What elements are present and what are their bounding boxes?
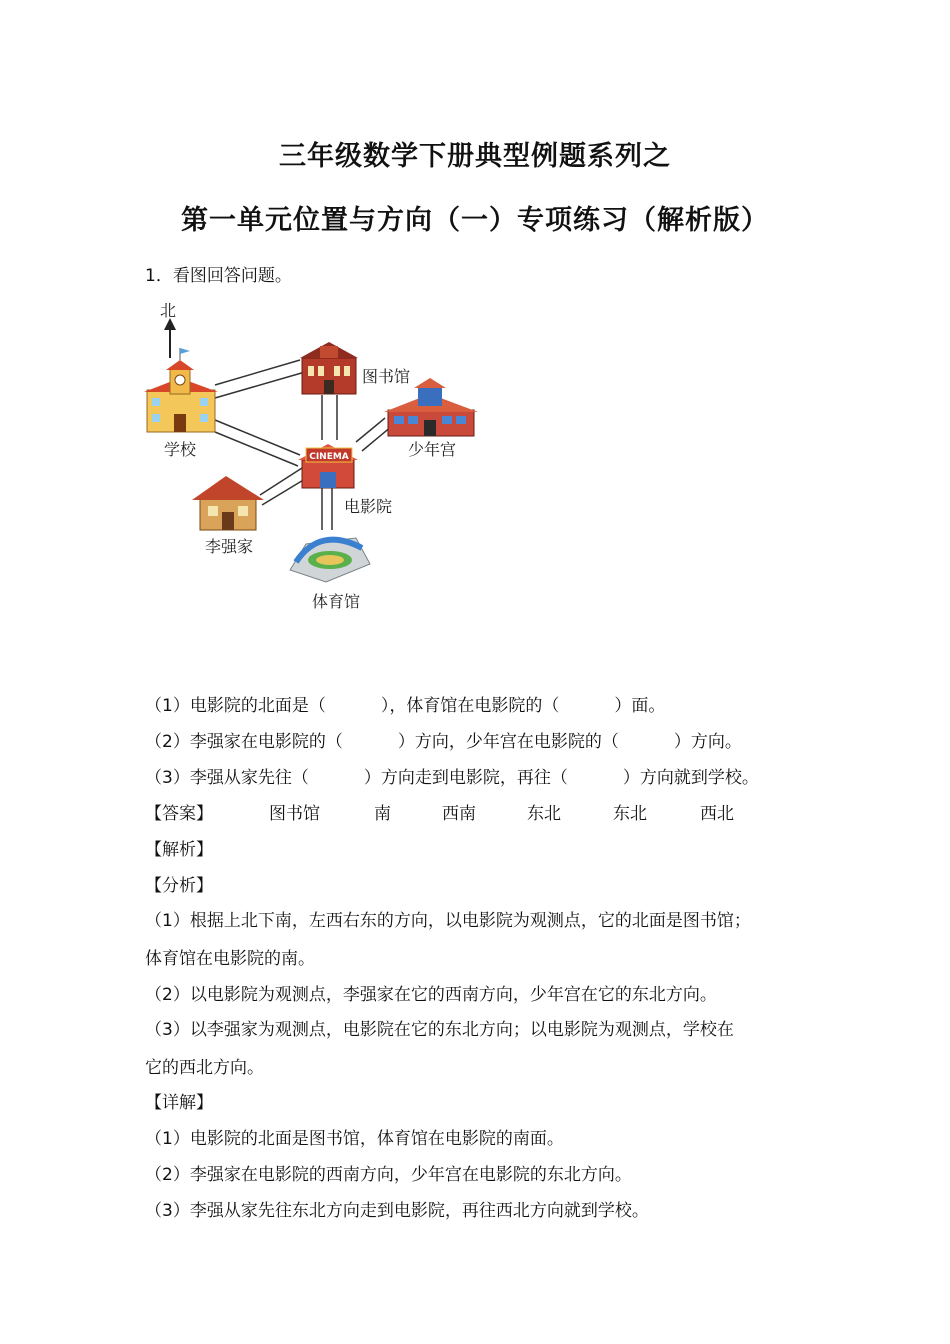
sub-question-2: （2）李强家在电影院的（ ）方向，少年宫在电影院的（ ）方向。 [145,732,742,752]
youth-palace-label: 少年宫 [408,440,457,459]
gym-icon [290,538,370,582]
map-diagram [130,290,500,620]
cinema-sign: CINEMA [309,452,349,462]
detail-3: （3）李强从家先往东北方向走到电影院，再往西北方向就到学校。 [145,1201,649,1221]
answer-label: 【答案】 [145,804,213,824]
answer-item: 西南 [442,804,476,824]
school-icon [144,348,218,432]
page-title: 三年级数学下册典型例题系列之 [279,141,671,172]
school-label: 学校 [164,440,197,459]
analysis-p3-line2: 它的西北方向。 [145,1058,264,1078]
north-arrow [160,301,176,358]
analysis-p1-line2: 体育馆在电影院的南。 [145,949,315,969]
answer-item: 东北 [613,804,647,824]
analysis-p3-line1: （3）以李强家为观测点，电影院在它的东北方向；以电影院为观测点，学校在 [145,1020,734,1040]
analysis-p1-line1: （1）根据上北下南，左西右东的方向，以电影院为观测点，它的北面是图书馆； [145,911,751,931]
home-icon [192,476,264,530]
cinema-label: 电影院 [344,497,393,516]
answer-item: 东北 [527,804,561,824]
home-label: 李强家 [205,537,254,556]
north-label: 北 [160,301,177,320]
answer-row [145,799,845,823]
detail-label: 【详解】 [145,1093,213,1113]
answer-item: 西北 [700,804,734,824]
analysis-sub-label: 【分析】 [145,876,213,896]
sub-question-3: （3）李强从家先往（ ）方向走到电影院，再往（ ）方向就到学校。 [145,768,759,788]
question-stem: 1．看图回答问题。 [145,266,292,286]
detail-2: （2）李强家在电影院的西南方向，少年宫在电影院的东北方向。 [145,1165,632,1185]
sub-question-1: （1）电影院的北面是（ ），体育馆在电影院的（ ）面。 [145,696,666,716]
analysis-p2: （2）以电影院为观测点，李强家在它的西南方向，少年宫在它的东北方向。 [145,985,717,1005]
gym-label: 体育馆 [312,592,361,611]
cinema-icon [298,444,358,488]
youth-palace-icon [384,378,478,436]
analysis-label: 【解析】 [145,840,213,860]
answer-item: 图书馆 [269,804,320,824]
library-label: 图书馆 [362,367,411,386]
detail-1: （1）电影院的北面是图书馆，体育馆在电影院的南面。 [145,1129,564,1149]
answer-item: 南 [374,804,391,824]
page-subtitle: 第一单元位置与方向（一）专项练习（解析版） [181,205,769,236]
library-icon [300,342,358,394]
